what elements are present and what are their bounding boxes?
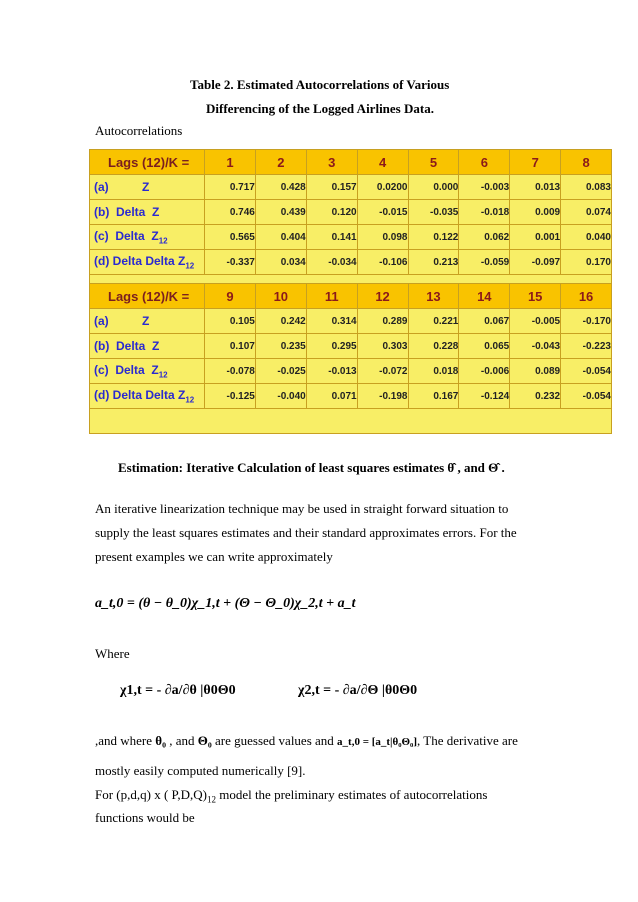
and-where-line bbox=[95, 733, 518, 749]
table-cell: 0.221 bbox=[408, 309, 459, 334]
table-cell: 0.289 bbox=[357, 309, 408, 334]
table-cell: -0.015 bbox=[357, 200, 408, 225]
table-cell: -0.035 bbox=[408, 200, 459, 225]
table-cell: 0.001 bbox=[510, 225, 561, 250]
lag-number: 9 bbox=[205, 284, 256, 309]
lag-number: 6 bbox=[459, 150, 510, 175]
table-cell: 0.034 bbox=[255, 250, 306, 275]
table-cell: -0.040 bbox=[255, 384, 306, 409]
table-cell: 0.071 bbox=[306, 384, 357, 409]
lag-number: 7 bbox=[510, 150, 561, 175]
at0-expression: a_t,0 = [a_t|θ₀Θ₀] bbox=[337, 736, 418, 748]
line-for-rest: model the preliminary estimates of autocorrelations bbox=[215, 787, 488, 802]
table-cell: 0.098 bbox=[357, 225, 408, 250]
row-label bbox=[90, 250, 205, 275]
table-cell: 0.018 bbox=[408, 359, 459, 384]
table-spacer-row bbox=[90, 409, 612, 434]
line-for-sub: 12 bbox=[206, 794, 216, 805]
lag-number: 3 bbox=[306, 150, 357, 175]
line-for-text: For (p,d,q) x ( P,D,Q) bbox=[95, 787, 207, 802]
table-cell: -0.125 bbox=[205, 384, 256, 409]
table-row bbox=[90, 175, 612, 200]
table-cell: 0.040 bbox=[561, 225, 612, 250]
table-cell: 0.141 bbox=[306, 225, 357, 250]
lag-number: 14 bbox=[459, 284, 510, 309]
table-cell: 0.065 bbox=[459, 334, 510, 359]
table-cell: 0.746 bbox=[205, 200, 256, 225]
lag-number: 13 bbox=[408, 284, 459, 309]
table-cell: 0.314 bbox=[306, 309, 357, 334]
row-label bbox=[90, 334, 205, 359]
table-cell: 0.013 bbox=[510, 175, 561, 200]
row-label-text: (c) Delta Z bbox=[94, 362, 159, 377]
lag-header-label: Lags (12)/K = bbox=[90, 284, 205, 309]
table-cell: 0.009 bbox=[510, 200, 561, 225]
table-cell: -0.223 bbox=[561, 334, 612, 359]
row-label-subscript: 12 bbox=[185, 395, 195, 405]
table-cell: 0.120 bbox=[306, 200, 357, 225]
table-cell: 0.083 bbox=[561, 175, 612, 200]
table-cell: 0.157 bbox=[306, 175, 357, 200]
row-label bbox=[90, 200, 205, 225]
and-where-mid1: , and bbox=[169, 733, 195, 748]
table-cell: 0.242 bbox=[255, 309, 306, 334]
table-cell: -0.106 bbox=[357, 250, 408, 275]
table-cell: 0.062 bbox=[459, 225, 510, 250]
table-cell: 0.167 bbox=[408, 384, 459, 409]
and-where-suffix: , The derivative are bbox=[417, 733, 518, 748]
table-cell: -0.054 bbox=[561, 384, 612, 409]
table-cell: -0.059 bbox=[459, 250, 510, 275]
row-label-text: (a) Z bbox=[94, 180, 150, 194]
table-cell: 0.122 bbox=[408, 225, 459, 250]
theta0-symbol: θ₀ bbox=[155, 733, 166, 748]
table-cell: 0.0200 bbox=[357, 175, 408, 200]
row-label-text: (d) Delta Delta Z bbox=[94, 387, 186, 402]
table-row bbox=[90, 384, 612, 409]
row-label bbox=[90, 359, 205, 384]
lag-header-label: Lags (12)/K = bbox=[90, 150, 205, 175]
table-cell: 0.228 bbox=[408, 334, 459, 359]
lag-number: 2 bbox=[255, 150, 306, 175]
row-label-text: (b) Delta Z bbox=[94, 205, 160, 219]
row-label bbox=[90, 309, 205, 334]
table-row bbox=[90, 225, 612, 250]
table-cell: -0.013 bbox=[306, 359, 357, 384]
table-cell: -0.198 bbox=[357, 384, 408, 409]
table-cell: 0.303 bbox=[357, 334, 408, 359]
table-row bbox=[90, 359, 612, 384]
equation-chi1: χ1,t = - ∂a/∂θ |θ0Θ0 bbox=[120, 683, 236, 698]
row-label bbox=[90, 225, 205, 250]
table-cell: 0.404 bbox=[255, 225, 306, 250]
lag-number: 10 bbox=[255, 284, 306, 309]
table-cell: 0.105 bbox=[205, 309, 256, 334]
table-cell: -0.005 bbox=[510, 309, 561, 334]
row-label-text: (c) Delta Z bbox=[94, 228, 159, 243]
table-cell: -0.170 bbox=[561, 309, 612, 334]
table-cell: 0.232 bbox=[510, 384, 561, 409]
table-cell: 0.170 bbox=[561, 250, 612, 275]
table-cell: 0.107 bbox=[205, 334, 256, 359]
table-cell: -0.054 bbox=[561, 359, 612, 384]
table-cell: 0.074 bbox=[561, 200, 612, 225]
table-cell: -0.025 bbox=[255, 359, 306, 384]
table-cell: 0.235 bbox=[255, 334, 306, 359]
table-cell: 0.428 bbox=[255, 175, 306, 200]
paragraph-linearization: An iterative linearization technique may be used in straight forward situation to supply the least squares estimates and their standard approximates errors. For the present examples we can write approximately bbox=[95, 501, 517, 564]
row-label-text: (b) Delta Z bbox=[94, 339, 160, 353]
table-cell: -0.072 bbox=[357, 359, 408, 384]
and-where-mid2: are guessed values and bbox=[215, 733, 334, 748]
table-caption-line2: Differencing of the Logged Airlines Data. bbox=[206, 101, 434, 116]
lag-number: 12 bbox=[357, 284, 408, 309]
table-cell: 0.089 bbox=[510, 359, 561, 384]
equation-chi2: χ2,t = - ∂a/∂Θ |θ0Θ0 bbox=[298, 683, 418, 698]
lag-number: 1 bbox=[205, 150, 256, 175]
table-caption-line1: Table 2. Estimated Autocorrelations of Various bbox=[190, 77, 450, 92]
row-label bbox=[90, 175, 205, 200]
table-cell: 0.565 bbox=[205, 225, 256, 250]
section-label: Autocorrelations bbox=[95, 123, 183, 138]
table-cell: 0.295 bbox=[306, 334, 357, 359]
autocorrelation-table-lags-1-8 bbox=[89, 149, 612, 300]
table-row bbox=[90, 309, 612, 334]
lag-number: 4 bbox=[357, 150, 408, 175]
row-label bbox=[90, 384, 205, 409]
lag-number: 15 bbox=[510, 284, 561, 309]
line-functions: functions would be bbox=[95, 810, 195, 825]
row-label-text: (a) Z bbox=[94, 314, 150, 328]
table-row bbox=[90, 200, 612, 225]
table-row bbox=[90, 334, 612, 359]
table-cell: -0.043 bbox=[510, 334, 561, 359]
table-cell: -0.018 bbox=[459, 200, 510, 225]
table-cell: 0.213 bbox=[408, 250, 459, 275]
row-label-subscript: 12 bbox=[185, 261, 195, 271]
lag-header-row bbox=[90, 150, 612, 175]
table-cell: -0.078 bbox=[205, 359, 256, 384]
equation-main-text: a_t,0 = (θ − θ_0)χ_1,t + (Θ − Θ_0)χ_2,t + a_t bbox=[95, 596, 356, 611]
table-cell: 0.717 bbox=[205, 175, 256, 200]
where-label: Where bbox=[95, 646, 130, 661]
table-cell: -0.034 bbox=[306, 250, 357, 275]
Theta0-symbol: Θ₀ bbox=[197, 733, 212, 748]
lag-number: 16 bbox=[561, 284, 612, 309]
and-where-prefix: ,and where bbox=[95, 733, 153, 748]
table-cell: -0.006 bbox=[459, 359, 510, 384]
estimation-heading: Estimation: Iterative Calculation of least squares estimates θ̂ , and Θ̂ . bbox=[118, 460, 505, 475]
table-spacer-cell bbox=[90, 409, 612, 434]
autocorrelation-table-lags-9-16 bbox=[89, 283, 612, 434]
lag-number: 8 bbox=[561, 150, 612, 175]
line-numerically: mostly easily computed numerically [9]. bbox=[95, 763, 306, 778]
row-label-subscript: 12 bbox=[158, 236, 168, 246]
row-label-subscript: 12 bbox=[158, 370, 168, 380]
table-cell: -0.097 bbox=[510, 250, 561, 275]
table-row bbox=[90, 250, 612, 275]
line-for-model bbox=[95, 787, 487, 805]
table-cell: 0.439 bbox=[255, 200, 306, 225]
row-label-text: (d) Delta Delta Z bbox=[94, 253, 186, 268]
table-cell: -0.003 bbox=[459, 175, 510, 200]
lag-number: 5 bbox=[408, 150, 459, 175]
equation-main bbox=[95, 596, 356, 612]
table-cell: -0.124 bbox=[459, 384, 510, 409]
table-cell: 0.067 bbox=[459, 309, 510, 334]
lag-header-row bbox=[90, 284, 612, 309]
lag-number: 11 bbox=[306, 284, 357, 309]
table-cell: 0.000 bbox=[408, 175, 459, 200]
table-cell: -0.337 bbox=[205, 250, 256, 275]
